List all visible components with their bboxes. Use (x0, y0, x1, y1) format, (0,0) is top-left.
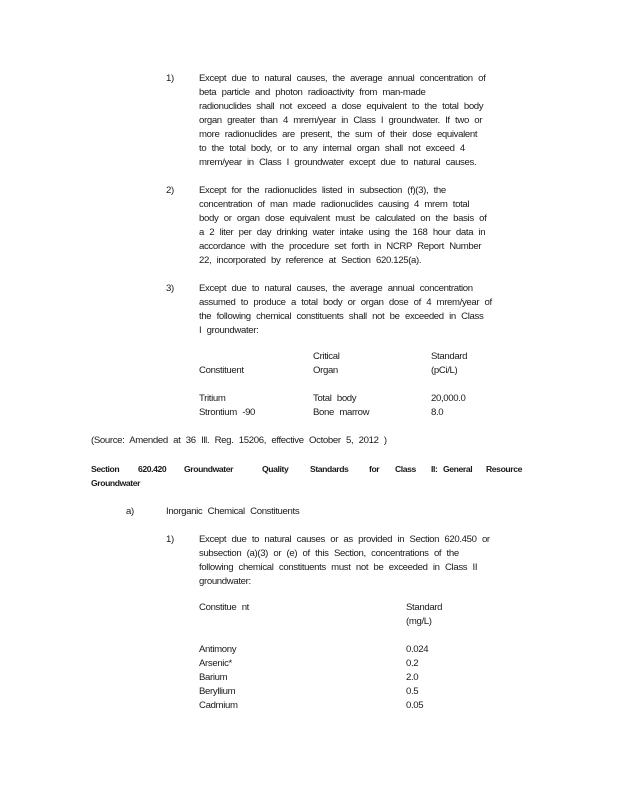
table2-cell-standard: 0.05 (406, 700, 424, 711)
item-1-line: to the total body, or to any internal organ shall not exceed 4 (199, 143, 465, 154)
heading-word: for (369, 464, 380, 474)
item-2-line: accordance with the procedure set forth in NCRP Report Number (199, 241, 482, 252)
table1-cell-constituent: Tritium (199, 393, 226, 404)
table1-cell-organ: Total body (313, 393, 357, 404)
item-1-line: beta particle and photon radioactivity from man-made (199, 87, 426, 98)
table1-header-organ-2: Organ (313, 365, 338, 376)
subsection-title: Inorganic Chemical Constituents (166, 506, 300, 517)
heading-word: Standards (310, 464, 349, 474)
heading-word: Quality (262, 464, 289, 474)
table2-cell-standard: 0.2 (406, 658, 419, 669)
table2-cell-constituent: Beryllium (199, 686, 236, 697)
item-3-line: I groundwater: (199, 325, 259, 336)
item-3-number: 3) (166, 283, 174, 294)
item-2-line: concentration of man made radionuclides causing 4 mrem total (199, 199, 470, 210)
table2-cell-standard: 0.5 (406, 686, 419, 697)
item-1-line: more radionuclides are present, the sum of their dose equivalent (199, 129, 478, 140)
source-note: (Source: Amended at 36 Ill. Reg. 15206, effective October 5, 2012 ) (91, 435, 387, 446)
item-1-line: mrem/year in Class I groundwater except due to natural causes. (199, 157, 477, 168)
table2-cell-standard: 2.0 (406, 672, 419, 683)
table1-header-organ: Critical (313, 351, 340, 362)
item-1-line: organ greater than 4 mrem/year in Class I groundwater. If two or (199, 115, 483, 126)
item-a1-number: 1) (166, 534, 174, 545)
heading-word: Class (395, 464, 416, 474)
table1-cell-standard: 20,000.0 (431, 393, 466, 404)
item-1-line: Except due to natural causes, the average annual concentration of (199, 73, 486, 84)
item-3-line: assumed to produce a total body or organ dose of 4 mrem/year of (199, 297, 492, 308)
table2-cell-standard: 0.024 (406, 644, 429, 655)
item-1-line: radionuclides shall not exceed a dose equivalent to the total body (199, 101, 484, 112)
section-number: 620.420 (138, 464, 167, 474)
table1-cell-organ: Bone marrow (313, 407, 370, 418)
table2-header-standard: Standard (406, 602, 443, 613)
table2-cell-constituent: Antimony (199, 644, 237, 655)
table1-cell-constituent: Strontium -90 (199, 407, 256, 418)
table2-cell-constituent: Barium (199, 672, 228, 683)
table2-cell-constituent: Arsenic* (199, 658, 232, 669)
heading-word: General (443, 464, 473, 474)
section-label: Section (91, 464, 120, 474)
table1-header-constituent: Constituent (199, 365, 244, 376)
item-3-line: Except due to natural causes, the average annual concentration (199, 283, 473, 294)
item-2-line: a 2 liter per day drinking water intake using the 168 hour data in (199, 227, 486, 238)
section-heading-line2: Groundwater (91, 478, 141, 488)
item-a1-line: groundwater: (199, 576, 251, 587)
item-a1-line: following chemical constituents must not be exceeded in Class II (199, 562, 478, 573)
table2-header-constituent: Constitue nt (199, 602, 249, 613)
table2-header-unit: (mg/L) (406, 616, 432, 627)
item-3-line: the following chemical constituents shall not be exceeded in Class (199, 311, 484, 322)
heading-word: Resource (486, 464, 522, 474)
table1-cell-standard: 8.0 (431, 407, 444, 418)
subsection-letter: a) (126, 506, 134, 517)
item-2-line: Except for the radionuclides listed in subsection (f)(3), the (199, 185, 446, 196)
item-1-number: 1) (166, 73, 174, 84)
item-a1-line: Except due to natural causes or as provided in Section 620.450 or (199, 534, 490, 545)
item-2-line: body or organ dose equivalent must be calculated on the basis of (199, 213, 487, 224)
heading-word: Groundwater (184, 464, 234, 474)
table1-header-standard: Standard (431, 351, 468, 362)
item-a1-line: subsection (a)(3) or (e) of this Section, concentrations of the (199, 548, 459, 559)
item-2-number: 2) (166, 185, 174, 196)
item-2-line: 22, incorporated by reference at Section 620.125(a). (199, 255, 422, 266)
table1-header-unit: (pCi/L) (431, 365, 458, 376)
table2-cell-constituent: Cadmium (199, 700, 238, 711)
heading-word: II: (431, 464, 438, 474)
section-heading (91, 463, 531, 475)
